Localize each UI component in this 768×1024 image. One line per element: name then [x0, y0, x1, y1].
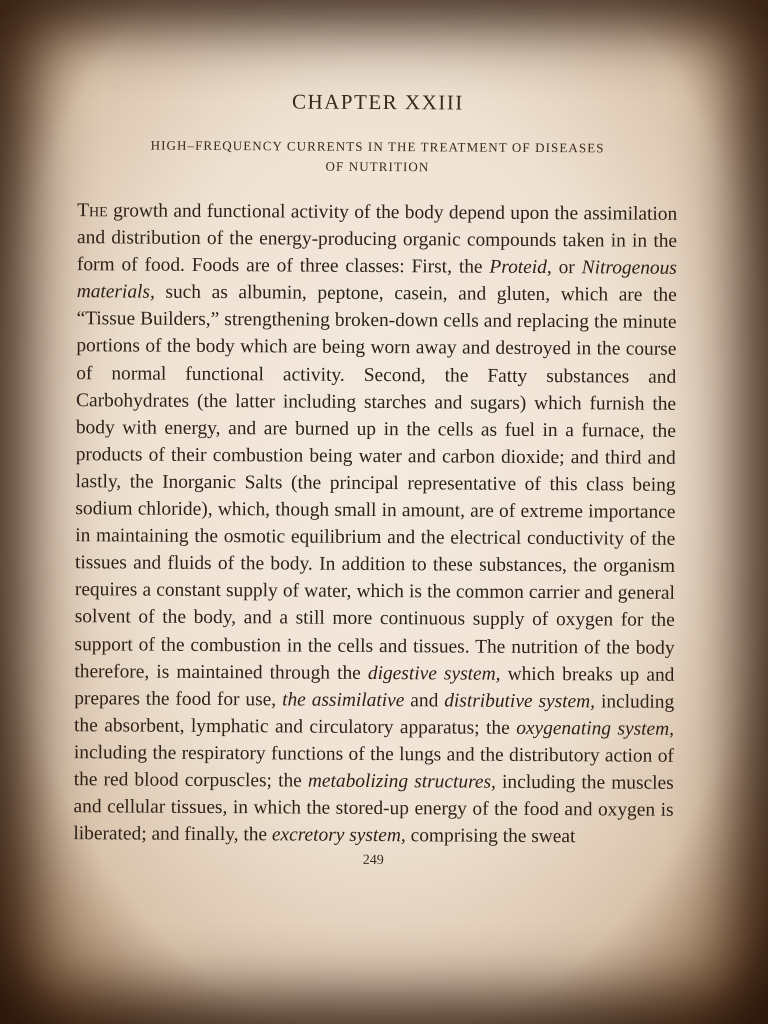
italic-term: Nitrogenous materials, [76, 257, 677, 303]
text-segment: comprising the sweat [405, 825, 576, 848]
chapter-subtitle [77, 135, 677, 179]
italic-term: distributive system, [444, 690, 596, 713]
page-number: 249 [362, 853, 384, 869]
chapter-subtitle-line-2: OF NUTRITION [325, 158, 430, 175]
text-segment: growth and functional activity of the body depend upon the assimilation and distribution of the energy-producing organic compounds taken in in the form of food. Foods are of three classes: First, the [76, 200, 678, 278]
italic-term: excretory system, [271, 824, 406, 847]
italic-term: digestive system, [367, 662, 501, 685]
text-segment: including the respiratory functions of the lungs and the distributory action of the red blood corpuscles; the [73, 742, 674, 792]
italic-term: the assimilative [282, 689, 405, 711]
body-paragraph [73, 197, 677, 851]
text-segment: or [551, 257, 582, 279]
italic-term: metabolizing structures, [307, 770, 497, 793]
text-segment: including the absorbent, lymphatic and circulatory apparatus; the [74, 691, 675, 739]
italic-term: Proteid, [489, 256, 552, 279]
text-segment: including the muscles and cellular tissues, in which the stored-up energy of the food and oxygen is liberated; and finally, the [73, 771, 674, 846]
chapter-subtitle-line-1: HIGH–FREQUENCY CURRENTS IN THE TREATMENT OF DISEASES [150, 137, 605, 156]
text-segment: such as albumin, peptone, casein, and gluten, which are the “Tissue Builders,” strengthening broken-down cells and replacing the minute portions of the body which are being worn away and destroyed in the course of normal functional activity. Second, the Fatty substances and Carbohydrates (the latter including starches and sugars) which furnish the body with energy, and are burned up in the cells as fuel in a furnace, the products of their combustion being water and carbon dioxide; and third and lastly, the Inorganic Salts (the principal representative of this class being sodium chloride), which, though small in amount, are of extreme importance in maintaining the osmotic equilibrium and the electrical conductivity of the tissues and fluids of the body. In addition to these substances, the organism requires a constant supply of water, which is the common carrier and general solvent of the body, and a still more continuous supply of oxygen for the support of the combustion in the cells and tissues. The nutrition of the body therefore, is maintained through the [74, 281, 677, 684]
lead-word: The [77, 200, 108, 222]
text-segment: and [404, 689, 445, 712]
italic-term: oxygenating system, [516, 717, 675, 740]
text-segment: which breaks up and prepares the food for use, [74, 663, 675, 711]
chapter-title: CHAPTER XXIII [291, 89, 464, 115]
book-page [73, 82, 678, 871]
